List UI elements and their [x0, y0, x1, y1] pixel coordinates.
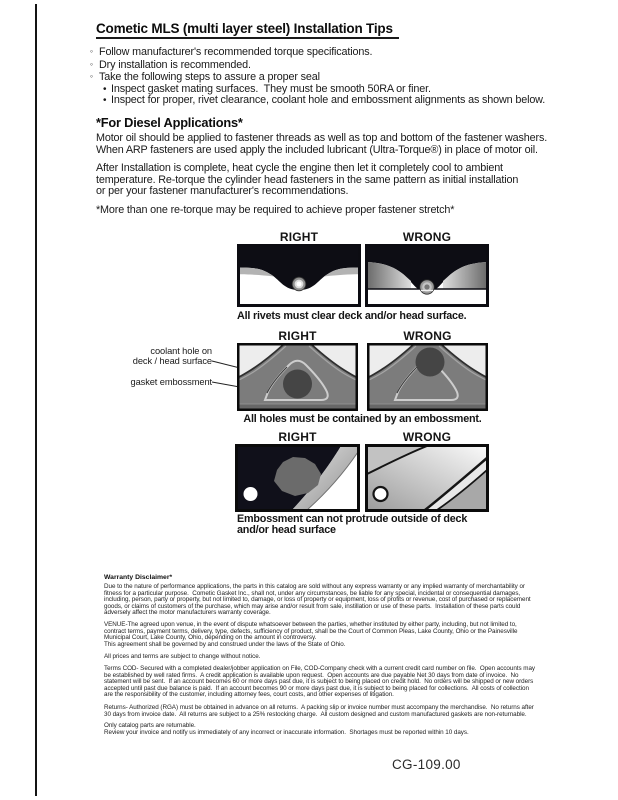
hollow-bullet-icon: ◦	[90, 71, 93, 82]
diagram-rivet-right	[237, 244, 361, 307]
wrong-label: WRONG	[403, 329, 452, 343]
terms-cod-paragraph: Terms COD- Secured with a completed dealer/jobber application on File, COD-Company check with a current credit card number on file. Open accounts may be established by well rated firms. A credit application is available upon request. Open accounts are due payable Net 30 days from date of invoice. No statement will be sent. If an account becomes 60 or more days past due, it is subject to being placed on credit hold. No orders will be shipped or new orders accepted until past due balance is paid. If an account becomes 90 or more days past due, it is subject to being placed for collections. All costs of collection are the responsibility of the customer, including attorney fees, court costs, and other expenses of litigation.	[104, 665, 536, 699]
rivet-caption: All rivets must clear deck and/or head surface.	[237, 310, 467, 322]
left-margin-rule	[35, 4, 37, 796]
page-title: Cometic MLS (multi layer steel) Installation Tips	[96, 21, 399, 39]
rivet-clearance-right-illustration	[237, 244, 361, 307]
warranty-disclaimer-heading: Warranty Disclaimer*	[104, 574, 173, 581]
coolant-hole-annotation: coolant hole on deck / head surface	[132, 346, 212, 367]
rivet-clearance-wrong-illustration	[365, 244, 489, 307]
list-item: ◦ Take the following steps to assure a proper seal	[90, 71, 320, 84]
diesel-paragraph-oil: Motor oil should be applied to fastener threads as well as top and bottom of the fastener washers. When ARP fasteners are used apply the included lubricant (Ultra-Torque®) in place of motor oil.	[96, 132, 548, 156]
coolant-hole-wrong-illustration	[367, 343, 488, 411]
protrusion-wrong-illustration	[365, 444, 489, 512]
installation-tips-list	[90, 46, 545, 107]
venue-paragraph: VENUE-The agreed upon venue, in the event of dispute whatsoever between the parties, whether instituted by either party, including, but not limited to, contract terms, payment terms, delivery, type, defects, sufficiency of product, shall be the Court of Common Pleas, Lake County, Ohio or the Painesville Municipal Court, Lake County, Ohio, depending on the amount in controversy. This agreement shall be governed by and construed under the laws of the State of Ohio.	[104, 621, 518, 648]
diagram-protrude-right	[235, 444, 360, 512]
right-label: RIGHT	[278, 430, 317, 444]
closing-lines: Only catalog parts are returnable. Review your invoice and notify us immediately of any incorrect or inaccurate information. Shortages must be reported within 10 days.	[104, 722, 469, 736]
hollow-bullet-icon: ◦	[90, 58, 93, 69]
protrusion-right-illustration	[235, 444, 360, 512]
page-number: CG-109.00	[392, 757, 461, 772]
diesel-paragraph-retorque: After Installation is complete, heat cycle the engine then let it completely cool to ambient temperature. Re-torque the cylinder head fasteners in the same pattern as initial installation or per your fastener manufacturer's recommendations.	[96, 162, 519, 198]
returns-paragraph: Returns- Authorized (RGA) must be obtained in advance on all returns. A packing slip or invoice number must accompany the merchandise. No returns after 30 days from invoice date. All returns are subject to a 25% restocking charge. All custom designed and custom manufactured gaskets are non-returnable.	[104, 704, 534, 718]
list-item: ◦ Follow manufacturer's recommended torque specifications.	[90, 46, 373, 58]
protrusion-caption: Embossment can not protrude outside of deck and/or head surface	[237, 513, 468, 536]
diesel-applications-heading: *For Diesel Applications*	[96, 115, 243, 130]
retorque-note: *More than one re-torque may be required to achieve proper fastener stretch*	[96, 204, 455, 216]
gasket-embossment-annotation: gasket embossment	[130, 377, 212, 387]
right-label: RIGHT	[279, 230, 319, 244]
list-item: ◦ Dry installation is recommended.	[90, 58, 251, 71]
diagram-rivet-wrong	[365, 244, 489, 307]
bullet-icon: •	[103, 83, 107, 95]
right-label: RIGHT	[278, 329, 317, 343]
coolant-hole-right-illustration	[237, 343, 358, 411]
wrong-label: WRONG	[402, 230, 452, 244]
embossment-caption: All holes must be contained by an embossment.	[243, 413, 482, 425]
diagram-embossment-wrong	[367, 343, 488, 411]
bullet-icon: •	[103, 95, 107, 107]
hollow-bullet-icon: ◦	[90, 46, 93, 56]
sub-list-item: • Inspect gasket mating surfaces. They must be smooth 50RA or finer.	[103, 82, 431, 95]
prices-line: All prices and terms are subject to change without notice.	[104, 653, 261, 660]
liability-paragraph: Due to the nature of performance applications, the parts in this catalog are sold without any express warranty or any implied warranty of merchantability or fitness for a particular purpose. Cometic Gasket Inc., shall not, under any circumstances, be liable for any special, incidental or consequential damages, including, person, party or property, but not limited to, damage, or loss of property or equipment, loss of profits or revenue, cost of purchased or replacement goods, or claims of customers of the purchase, which may arise and/or result from sale, instillation or use of these parts. Installation of these parts could adversely affect the motor manufacturers warranty coverage.	[104, 583, 531, 617]
sub-list-item: • Inspect for proper, rivet clearance, coolant hole and embossment alignments as shown below.	[103, 94, 546, 107]
diagram-embossment-right	[237, 343, 358, 411]
wrong-label: WRONG	[402, 430, 452, 444]
diagram-protrude-wrong	[365, 444, 489, 512]
